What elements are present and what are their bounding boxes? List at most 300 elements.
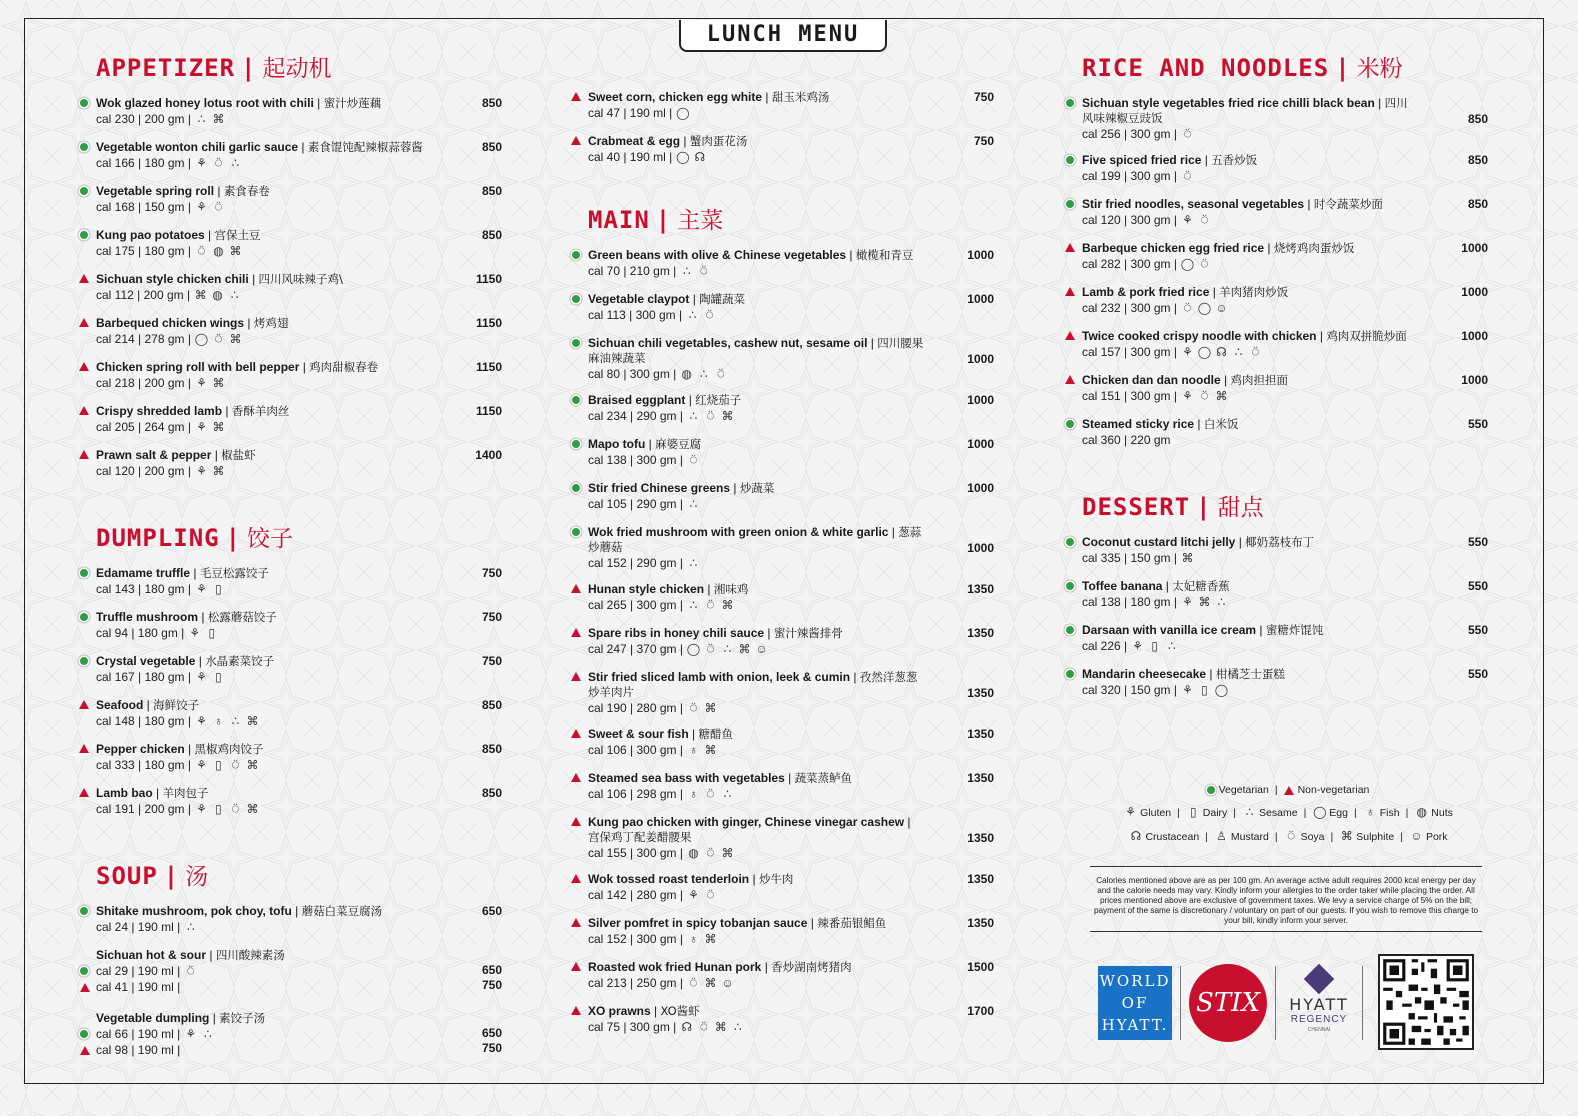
- calories-text: cal 167 | 180 gm |: [96, 670, 191, 684]
- sesame-icon: ∴: [689, 408, 698, 423]
- soya-icon: ⍥: [706, 408, 715, 423]
- list-item: [78, 404, 502, 437]
- calories-text: cal 213 | 250 gm |: [588, 976, 683, 990]
- item-name-en: Sichuan style chicken chili: [96, 272, 249, 286]
- non-vegetarian-mark: [571, 729, 581, 738]
- legend-separator: |: [1400, 830, 1403, 843]
- soya-icon: ⍥: [706, 641, 715, 656]
- vegetarian-mark: [80, 187, 88, 195]
- calories-text: cal 152 | 300 gm |: [588, 932, 683, 946]
- gluten-icon: ⚘: [1182, 682, 1193, 697]
- item-price: 1000: [967, 248, 994, 262]
- item-name: Twice cooked crispy noodle with chicken | 鸡肉双拼脆炒面: [1082, 329, 1407, 343]
- sulphite-icon: ⌘: [246, 801, 259, 816]
- item-calories: [588, 105, 924, 121]
- item-calories: [1082, 550, 1418, 566]
- legend-label: Nuts: [1431, 806, 1453, 819]
- item-price: 1000: [967, 352, 994, 366]
- item-name-cn: 陶罐蔬菜: [699, 292, 746, 306]
- item-price: 1350: [967, 872, 994, 886]
- non-vegetarian-mark: [1065, 331, 1075, 340]
- item-calories: [1082, 344, 1418, 360]
- item-calories-veg: [96, 963, 432, 979]
- item-price: 850: [1467, 197, 1488, 211]
- sulphite-icon: ⌘: [1340, 829, 1353, 843]
- dairy-icon: ▯: [1201, 682, 1208, 697]
- item-price: 1000: [1461, 285, 1488, 299]
- allergen-icons: [194, 244, 243, 259]
- item-price: 1000: [1461, 329, 1488, 343]
- item-price: 1150: [475, 360, 502, 374]
- vegetarian-mark: [1066, 670, 1074, 678]
- menu-title: LUNCH MENU: [679, 20, 887, 52]
- item-price: 550: [1467, 417, 1488, 431]
- item-price-nonveg: 750: [481, 1041, 502, 1055]
- list-item: [570, 815, 994, 861]
- fish-icon: ♁: [688, 931, 698, 946]
- list-item: [570, 872, 994, 905]
- item-name: Barbeque chicken egg fried rice | 烧烤鸡肉蛋炒饭: [1082, 241, 1355, 255]
- item-name-en: Kung pao potatoes: [96, 228, 205, 242]
- item-name: Truffle mushroom | 松露蘑菇饺子: [96, 610, 277, 624]
- vegetarian-mark: [572, 396, 580, 404]
- calories-text: cal 138 | 180 gm |: [1082, 595, 1177, 609]
- list-item: [570, 960, 994, 993]
- list-item: [78, 698, 502, 731]
- sulphite-icon: ⌘: [229, 331, 242, 346]
- item-name: Mandarin cheesecake | 柑橘芝士蛋糕: [1082, 667, 1285, 681]
- item-calories: [1082, 168, 1418, 184]
- list-item: [1064, 623, 1488, 656]
- item-name: Seafood | 海鲜饺子: [96, 698, 200, 712]
- list-item: [570, 292, 994, 325]
- non-vegetarian-mark: [571, 918, 581, 927]
- list-item: [570, 582, 994, 615]
- item-price: 850: [1467, 112, 1488, 126]
- sulphite-icon: ⌘: [721, 408, 734, 423]
- calories-text: cal 106 | 300 gm |: [588, 743, 683, 757]
- hyatt-gem-icon: [1304, 964, 1335, 995]
- item-name-cn: 蜜糖炸馄饨: [1265, 623, 1324, 637]
- list-item: [78, 948, 502, 995]
- item-calories-veg: [96, 1026, 432, 1042]
- item-calories: [96, 331, 432, 347]
- calories-text: cal 40 | 190 ml |: [588, 150, 673, 164]
- item-name-cn: 椒盐虾: [221, 448, 256, 462]
- item-name-en: Stir fried sliced lamb with onion, leek & cumin: [588, 670, 851, 684]
- sulphite-icon: ⌘: [704, 975, 717, 990]
- item-name-en: Wok fried mushroom with green onion & white garlic: [588, 525, 889, 539]
- item-name-en: Sichuan chili vegetables, cashew nut, sesame oil: [588, 336, 868, 350]
- non-vegetarian-mark: [80, 983, 90, 992]
- item-price: 1000: [967, 292, 994, 306]
- fish-icon: ♁: [1365, 805, 1375, 819]
- item-name-cn: 葱蒜炒蘑菇: [588, 525, 922, 554]
- item-name-en: Green beans with olive & Chinese vegetables: [588, 248, 847, 262]
- soya-icon: ⍥: [700, 263, 708, 278]
- legend-label: Sulphite: [1356, 830, 1395, 843]
- calories-text: cal 138 | 300 gm |: [588, 453, 683, 467]
- mustard-icon: ♙: [1216, 829, 1227, 843]
- item-price: 750: [481, 566, 502, 580]
- non-vegetarian-mark: [571, 962, 581, 971]
- qr-code[interactable]: [1378, 954, 1474, 1050]
- non-vegetarian-mark: [571, 817, 581, 826]
- list-item: [78, 610, 502, 643]
- item-name: Steamed sea bass with vegetables | 蔬菜蒸鲈鱼: [588, 771, 853, 785]
- sesame-icon: ∴: [1245, 805, 1254, 819]
- allergen-icons: [686, 409, 735, 424]
- allergen-icons: [686, 701, 718, 716]
- soya-icon: ⍥: [706, 887, 715, 902]
- column-right: [1064, 52, 1488, 711]
- sesame-icon: ∴: [230, 287, 239, 302]
- gluten-icon: ⚘: [688, 887, 699, 902]
- vegetarian-mark: [80, 143, 88, 151]
- list-item: [78, 904, 502, 937]
- sulphite-icon: ⌘: [212, 111, 225, 126]
- item-name-en: Shitake mushroom, pok choy, tofu: [96, 904, 292, 918]
- item-name-cn: 四川风味辣子鸡\: [258, 272, 343, 286]
- item-name-cn: 黑椒鸡肉饺子: [194, 742, 264, 756]
- sesame-icon: ∴: [682, 263, 691, 278]
- calories-text: cal 175 | 180 gm |: [96, 244, 191, 258]
- soya-icon: ⍥: [231, 801, 240, 816]
- crustacean-icon: ☊: [1130, 829, 1142, 843]
- list-item: [1064, 579, 1488, 612]
- calories-text: cal 151 | 300 gm |: [1082, 389, 1177, 403]
- list-item: [570, 916, 994, 949]
- section-title-en: DUMPLING: [96, 524, 220, 552]
- sesame-icon: ∴: [689, 496, 698, 511]
- calories-text: cal 199 | 300 gm |: [1082, 169, 1177, 183]
- item-name-en: Mandarin cheesecake: [1082, 667, 1207, 681]
- crustacean-icon: ☊: [694, 149, 706, 164]
- soup-list: [78, 904, 502, 937]
- item-price: 550: [1467, 623, 1488, 637]
- list-item: [570, 727, 994, 760]
- item-name-cn: 羊肉包子: [162, 786, 209, 800]
- vegetarian-mark: [80, 569, 88, 577]
- item-name: Mapo tofu | 麻婆豆腐: [588, 437, 702, 451]
- sulphite-icon: ⌘: [1215, 388, 1228, 403]
- allergen-icons: [675, 106, 690, 121]
- legend-separator: |: [1233, 806, 1237, 819]
- egg-icon: ◯: [686, 641, 701, 656]
- legend-separator: |: [1353, 806, 1357, 819]
- item-name-en: Truffle mushroom: [96, 610, 199, 624]
- item-name-en: Chicken dan dan noodle: [1082, 373, 1221, 387]
- legend-separator: |: [1405, 806, 1409, 819]
- legend-label: Fish: [1379, 806, 1400, 819]
- gluten-icon: ⚘: [189, 625, 201, 640]
- item-price: 750: [973, 134, 994, 148]
- pork-icon: ☺: [1215, 300, 1228, 315]
- non-vegetarian-mark: [1065, 243, 1075, 252]
- item-name: Prawn salt & pepper | 椒盐虾: [96, 448, 256, 462]
- item-name-en: Lamb & pork fried rice: [1082, 285, 1210, 299]
- vegetarian-mark: [80, 657, 88, 665]
- non-vegetarian-mark: [79, 700, 89, 709]
- item-price: 1000: [1461, 241, 1488, 255]
- item-calories: [1082, 594, 1418, 610]
- item-name: Kung pao chicken with ginger, Chinese vinegar cashew | 宫保鸡丁配姜醋腰果: [588, 815, 911, 844]
- item-calories: [588, 975, 924, 991]
- allergen-icons: [686, 743, 718, 758]
- vegetarian-mark: [1066, 420, 1074, 428]
- calories-text: cal 106 | 298 gm |: [588, 787, 683, 801]
- soya-icon: ⍥: [1183, 126, 1192, 141]
- legend-row-allergens-2: [1092, 829, 1484, 844]
- soya-icon: ⍥: [700, 1019, 708, 1034]
- logo-text: HYATT.: [1101, 1016, 1169, 1034]
- list-item: [1064, 96, 1488, 142]
- calories-text: cal 24 | 190 ml |: [96, 920, 181, 934]
- sesame-icon: ∴: [1167, 638, 1176, 653]
- crustacean-icon: ☊: [1216, 344, 1227, 359]
- item-calories: [96, 419, 432, 435]
- item-name-cn: 红烧茄子: [695, 393, 742, 407]
- item-price-veg: 650: [481, 963, 502, 977]
- item-name-en: Vegetable claypot: [588, 292, 690, 306]
- item-name-en: Steamed sticky rice: [1082, 417, 1195, 431]
- non-vegetarian-mark: [79, 318, 89, 327]
- calories-text: cal 232 | 300 gm |: [1082, 301, 1177, 315]
- allergen-icons: [1180, 389, 1229, 404]
- non-vegetarian-mark: [571, 136, 581, 145]
- allergen-icons: [194, 200, 226, 215]
- item-price: 1150: [475, 404, 502, 418]
- soya-icon: ⍥: [214, 331, 223, 346]
- soya-icon: ⍥: [689, 452, 698, 467]
- item-price-veg: 650: [481, 1026, 502, 1040]
- item-name-en: Sichuan hot & sour: [96, 948, 207, 962]
- sulphite-icon: ⌘: [1181, 550, 1194, 565]
- sulphite-icon: ⌘: [212, 463, 225, 478]
- item-name-cn: 蜜汁炒莲藕: [323, 96, 382, 110]
- legend-label: Non-vegetarian: [1297, 784, 1370, 796]
- item-name: Roasted wok fried Hunan pork | 香炒湖南烤猪肉: [588, 960, 852, 974]
- logo-text: WORLD: [1099, 972, 1171, 990]
- sulphite-icon: ⌘: [721, 845, 734, 860]
- calories-text: cal 98 | 190 ml |: [96, 1043, 181, 1057]
- section-title-soup: [96, 860, 502, 892]
- gluten-icon: ⚘: [1132, 638, 1144, 653]
- list-item: [78, 786, 502, 819]
- non-vegetarian-mark: [571, 628, 581, 637]
- item-calories: [96, 669, 432, 685]
- item-calories: [96, 713, 432, 729]
- legend-label: Pork: [1425, 830, 1448, 843]
- sesame-icon: ∴: [688, 307, 697, 322]
- item-name: Silver pomfret in spicy tobanjan sauce | 辣番茄银鲳鱼: [588, 916, 887, 930]
- non-vegetarian-mark: [79, 362, 89, 371]
- nuts-icon: ◍: [688, 845, 699, 860]
- item-name-en: Stir fried noodles, seasonal vegetables: [1082, 197, 1305, 211]
- gluten-icon: ⚘: [185, 1026, 197, 1041]
- nuts-icon: ◍: [213, 243, 224, 258]
- list-item: [78, 184, 502, 217]
- item-name: Shitake mushroom, pok choy, tofu | 蘑菇白菜豆腐汤: [96, 904, 383, 918]
- calories-text: cal 166 | 180 gm |: [96, 156, 191, 170]
- item-name: Vegetable claypot | 陶罐蔬菜: [588, 292, 746, 306]
- dessert-list: [1064, 535, 1488, 700]
- allergen-icons: [1180, 683, 1229, 698]
- item-name: Green beans with olive & Chinese vegetables | 橄榄和青豆: [588, 248, 914, 262]
- non-vegetarian-mark: [79, 744, 89, 753]
- soya-icon: ⍥: [197, 243, 206, 258]
- calories-text: cal 66 | 190 ml |: [96, 1027, 181, 1041]
- list-item: [1064, 197, 1488, 230]
- sesame-icon: ∴: [1234, 344, 1243, 359]
- item-name-en: Barbequed chicken wings: [96, 316, 245, 330]
- vegetarian-mark: [80, 1030, 88, 1038]
- gluten-icon: ⚘: [1182, 388, 1193, 403]
- item-price: 1350: [967, 582, 994, 596]
- item-name-en: Barbeque chicken egg fried rice: [1082, 241, 1265, 255]
- item-name: Sweet corn, chicken egg white | 甜玉米鸡汤: [588, 90, 830, 104]
- legend-vegetarian: [1207, 784, 1269, 796]
- calories-text: cal 218 | 200 gm |: [96, 376, 191, 390]
- non-vegetarian-mark: [79, 788, 89, 797]
- soya-icon: ⍥: [231, 757, 240, 772]
- soya-icon: ⍥: [689, 700, 698, 715]
- soya-icon: ⍥: [1200, 388, 1209, 403]
- soya-icon: ⍥: [706, 597, 715, 612]
- list-item: [78, 566, 502, 599]
- section-title-separator: |: [163, 862, 180, 890]
- item-name: Sichuan style chicken chili | 四川风味辣子鸡\: [96, 272, 343, 286]
- soya-icon: ⍥: [689, 975, 698, 990]
- legend-label: Sesame: [1259, 806, 1298, 819]
- item-name-cn: 蔬菜蒸鲈鱼: [794, 771, 853, 785]
- item-calories: [588, 597, 924, 613]
- non-vegetarian-mark: [79, 450, 89, 459]
- fish-icon: ♁: [688, 786, 698, 801]
- item-price: 1350: [967, 916, 994, 930]
- sulphite-icon: ⌘: [212, 419, 225, 434]
- legend-label: Gluten: [1140, 806, 1172, 819]
- legend-pork: [1409, 829, 1448, 844]
- soya-icon: ⍥: [706, 845, 715, 860]
- calories-text: cal 70 | 210 gm |: [588, 264, 677, 278]
- gluten-icon: ⚘: [196, 155, 207, 170]
- logo-divider: [1275, 966, 1276, 1040]
- logo-divider: [1362, 966, 1363, 1040]
- list-item: [570, 481, 994, 514]
- sesame-icon: ∴: [733, 1019, 742, 1034]
- list-item: [570, 248, 994, 281]
- allergen-icons: [193, 288, 242, 303]
- logo-divider: [1180, 966, 1181, 1040]
- allergen-icons: [686, 642, 769, 657]
- vegetarian-mark: [572, 251, 580, 259]
- allergen-icons: [1180, 595, 1229, 610]
- item-name: Crabmeat & egg | 蟹肉蛋花汤: [588, 134, 748, 148]
- egg-icon: ◯: [1197, 344, 1212, 359]
- section-title-cn: 汤: [185, 864, 209, 890]
- item-name: Chicken spring roll with bell pepper | 鸡肉甜椒春卷: [96, 360, 379, 374]
- soya-icon: ⍥: [705, 307, 714, 322]
- item-name-cn: 烧烤鸡肉蛋炒饭: [1273, 241, 1355, 255]
- item-name: Braised eggplant | 红烧茄子: [588, 393, 742, 407]
- sesame-icon: ∴: [1217, 594, 1226, 609]
- item-price: 550: [1467, 535, 1488, 549]
- vegetarian-mark: [572, 339, 580, 347]
- allergen-icons: [194, 758, 260, 773]
- item-name-en: Seafood: [96, 698, 144, 712]
- item-name-cn: 时令蔬菜炒面: [1313, 197, 1383, 211]
- item-calories: [588, 408, 924, 424]
- list-item: [570, 1004, 994, 1037]
- item-price: 1700: [967, 1004, 994, 1018]
- non-vegetarian-mark: [1065, 375, 1075, 384]
- legend-mustard: [1214, 829, 1269, 844]
- allergen-icons: [686, 598, 735, 613]
- allergen-icons: [194, 376, 226, 391]
- crustacean-icon: ☊: [681, 1019, 693, 1034]
- legend-sulphite: [1339, 829, 1394, 844]
- item-name-en: Sweet corn, chicken egg white: [588, 90, 763, 104]
- calories-text: cal 191 | 200 gm |: [96, 802, 191, 816]
- pork-icon: ☺: [755, 641, 768, 656]
- item-name-cn: 麻婆豆腐: [655, 437, 702, 451]
- section-title-en: RICE AND NOODLES: [1082, 54, 1330, 82]
- item-name-cn: 白米饭: [1203, 417, 1239, 431]
- allergen-icons: [194, 420, 226, 435]
- item-name-cn: XO酱虾: [660, 1004, 700, 1018]
- item-name-cn: 鸡肉双拼脆炒面: [1326, 329, 1407, 343]
- calories-text: cal 282 | 300 gm |: [1082, 257, 1177, 271]
- item-name: XO prawns | XO酱虾: [588, 1004, 700, 1018]
- legend-label: Dairy: [1202, 806, 1228, 819]
- item-name-en: Roasted wok fried Hunan pork: [588, 960, 762, 974]
- logo-text: REGENCY: [1290, 1014, 1348, 1025]
- item-name-cn: 素食春卷: [223, 184, 270, 198]
- section-title-dumpling: [96, 522, 502, 554]
- legend-label: Egg: [1329, 806, 1348, 819]
- sesame-icon: ∴: [723, 641, 732, 656]
- section-title-main: [588, 204, 994, 236]
- allergen-icons: [194, 156, 243, 171]
- item-price: 1500: [967, 960, 994, 974]
- column-left: [78, 52, 502, 1069]
- item-calories: [96, 801, 432, 817]
- dairy-icon: ▯: [215, 669, 222, 684]
- item-name-en: Edamame truffle: [96, 566, 191, 580]
- non-vegetarian-mark: [79, 274, 89, 283]
- item-name-cn: 蘑菇白菜豆腐汤: [301, 904, 383, 918]
- item-name-cn: 糖醋鱼: [698, 727, 733, 741]
- legend-label: Soya: [1300, 830, 1325, 843]
- gluten-icon: ⚘: [196, 463, 207, 478]
- section-title-cn: 米粉: [1356, 56, 1403, 82]
- vegetarian-mark: [1066, 582, 1074, 590]
- item-name-en: Kung pao chicken with ginger, Chinese vinegar cashew: [588, 815, 905, 829]
- item-name-en: Twice cooked crispy noodle with chicken: [1082, 329, 1317, 343]
- item-name: Chicken dan dan noodle | 鸡肉担担面: [1082, 373, 1288, 387]
- egg-icon: ◯: [1180, 256, 1195, 271]
- item-name-cn: 四川风味辣椒豆豉饭: [1082, 96, 1408, 125]
- item-name: Crystal vegetable | 水晶素菜饺子: [96, 654, 275, 668]
- item-name-en: Hunan style chicken: [588, 582, 705, 596]
- soya-icon: ⍥: [1251, 344, 1260, 359]
- sulphite-icon: ⌘: [194, 287, 207, 302]
- section-title-en: SOUP: [96, 862, 158, 890]
- soya-icon: ⍥: [1183, 300, 1192, 315]
- item-name-en: Wok tossed roast tenderloin: [588, 872, 750, 886]
- allergen-icons: [1180, 551, 1195, 566]
